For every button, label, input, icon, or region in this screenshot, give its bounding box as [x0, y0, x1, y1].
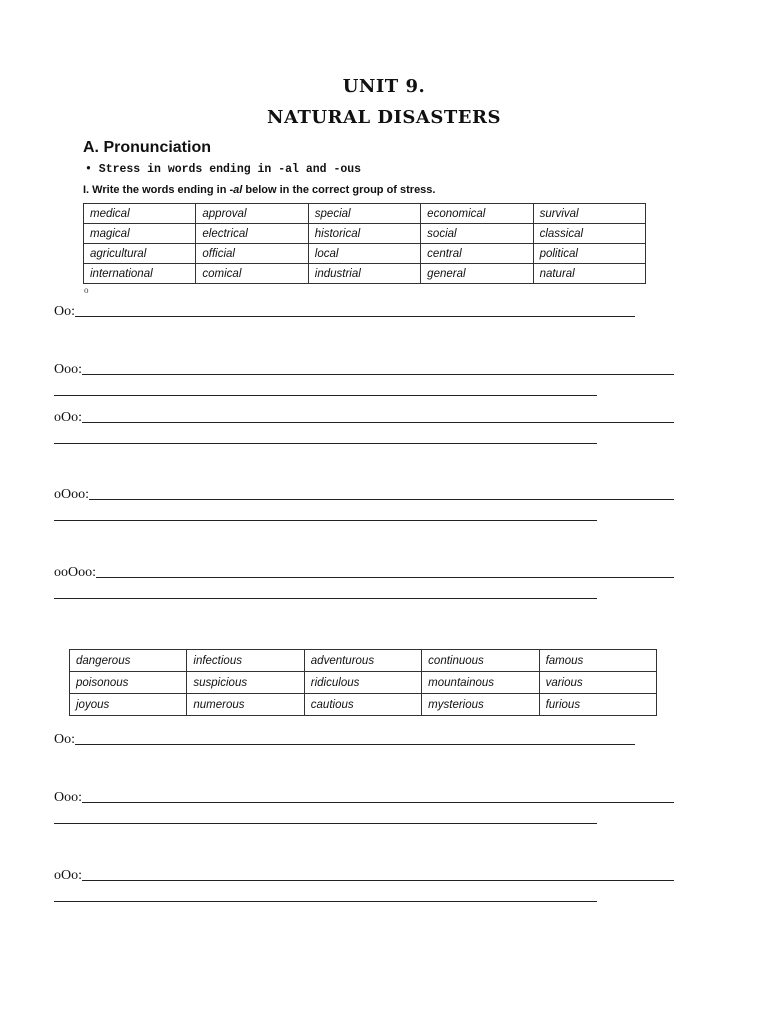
word-cell: magical — [84, 224, 196, 244]
answer-line-oo-1[interactable] — [54, 304, 635, 320]
instruction-prefix: I. Write the words ending in — [83, 184, 230, 196]
word-cell: natural — [533, 264, 645, 284]
unit-subtitle: NATURAL DISASTERS — [267, 107, 501, 128]
answer-continuation-line[interactable] — [54, 395, 597, 396]
stray-mark: o — [84, 285, 89, 295]
answer-continuation-line[interactable] — [54, 520, 597, 521]
answer-line-oo-2[interactable] — [54, 732, 635, 748]
word-cell: electrical — [196, 224, 308, 244]
word-cell: various — [539, 672, 656, 694]
answer-label: Ooo: — [54, 362, 82, 377]
answer-rule[interactable] — [96, 576, 674, 578]
word-cell: central — [421, 244, 533, 264]
word-cell: suspicious — [187, 672, 304, 694]
word-table-ous — [69, 649, 657, 716]
answer-label: Oo: — [54, 304, 75, 319]
word-cell: approval — [196, 204, 308, 224]
table-row — [70, 672, 657, 694]
answer-line-oooo[interactable] — [54, 487, 674, 503]
section-heading: A. Pronunciation — [83, 139, 211, 156]
answer-line-ooo-1[interactable] — [54, 362, 674, 378]
instruction-rest: below in the correct group of stress. — [242, 184, 436, 196]
answer-continuation-line[interactable] — [54, 823, 597, 824]
table-row — [84, 204, 646, 224]
table-row — [70, 650, 657, 672]
answer-rule[interactable] — [82, 879, 674, 881]
word-cell: cautious — [304, 694, 421, 716]
word-cell: dangerous — [70, 650, 187, 672]
table-row — [70, 694, 657, 716]
answer-label: Oo: — [54, 732, 75, 747]
word-table-al — [83, 203, 646, 284]
word-cell: joyous — [70, 694, 187, 716]
answer-continuation-line[interactable] — [54, 443, 597, 444]
answer-line-ooo-2[interactable] — [54, 790, 674, 806]
word-cell: famous — [539, 650, 656, 672]
word-cell: survival — [533, 204, 645, 224]
word-cell: economical — [421, 204, 533, 224]
answer-rule[interactable] — [89, 498, 674, 500]
word-cell: comical — [196, 264, 308, 284]
answer-continuation-line[interactable] — [54, 598, 597, 599]
answer-label: ooOoo: — [54, 565, 96, 580]
word-cell: social — [421, 224, 533, 244]
table-row — [84, 264, 646, 284]
word-cell: special — [308, 204, 420, 224]
word-cell: political — [533, 244, 645, 264]
word-cell: medical — [84, 204, 196, 224]
answer-rule[interactable] — [82, 421, 674, 423]
word-cell: official — [196, 244, 308, 264]
answer-label: Ooo: — [54, 790, 82, 805]
table-row — [84, 244, 646, 264]
word-cell: mountainous — [422, 672, 539, 694]
word-cell: agricultural — [84, 244, 196, 264]
instruction — [83, 184, 435, 196]
word-cell: historical — [308, 224, 420, 244]
word-cell: local — [308, 244, 420, 264]
answer-label: oOoo: — [54, 487, 89, 502]
answer-line-ooo-stress2-b[interactable] — [54, 868, 674, 884]
unit-title: UNIT 9. — [342, 76, 426, 97]
answer-rule[interactable] — [75, 315, 635, 317]
answer-rule[interactable] — [82, 373, 674, 375]
word-cell: classical — [533, 224, 645, 244]
word-cell: adventurous — [304, 650, 421, 672]
word-cell: general — [421, 264, 533, 284]
answer-line-ooooo[interactable] — [54, 565, 674, 581]
word-cell: industrial — [308, 264, 420, 284]
word-cell: infectious — [187, 650, 304, 672]
word-cell: numerous — [187, 694, 304, 716]
word-cell: ridiculous — [304, 672, 421, 694]
word-cell: mysterious — [422, 694, 539, 716]
bullet-stress: • Stress in words ending in -al and -ous — [85, 163, 362, 176]
answer-label: oOo: — [54, 410, 82, 425]
answer-continuation-line[interactable] — [54, 901, 597, 902]
table-row — [84, 224, 646, 244]
answer-rule[interactable] — [82, 801, 674, 803]
word-cell: international — [84, 264, 196, 284]
word-cell: poisonous — [70, 672, 187, 694]
instruction-suffix: -al — [229, 184, 243, 196]
word-cell: furious — [539, 694, 656, 716]
word-cell: continuous — [422, 650, 539, 672]
answer-label: oOo: — [54, 868, 82, 883]
answer-rule[interactable] — [75, 743, 635, 745]
answer-line-ooo-stress2[interactable] — [54, 410, 674, 426]
